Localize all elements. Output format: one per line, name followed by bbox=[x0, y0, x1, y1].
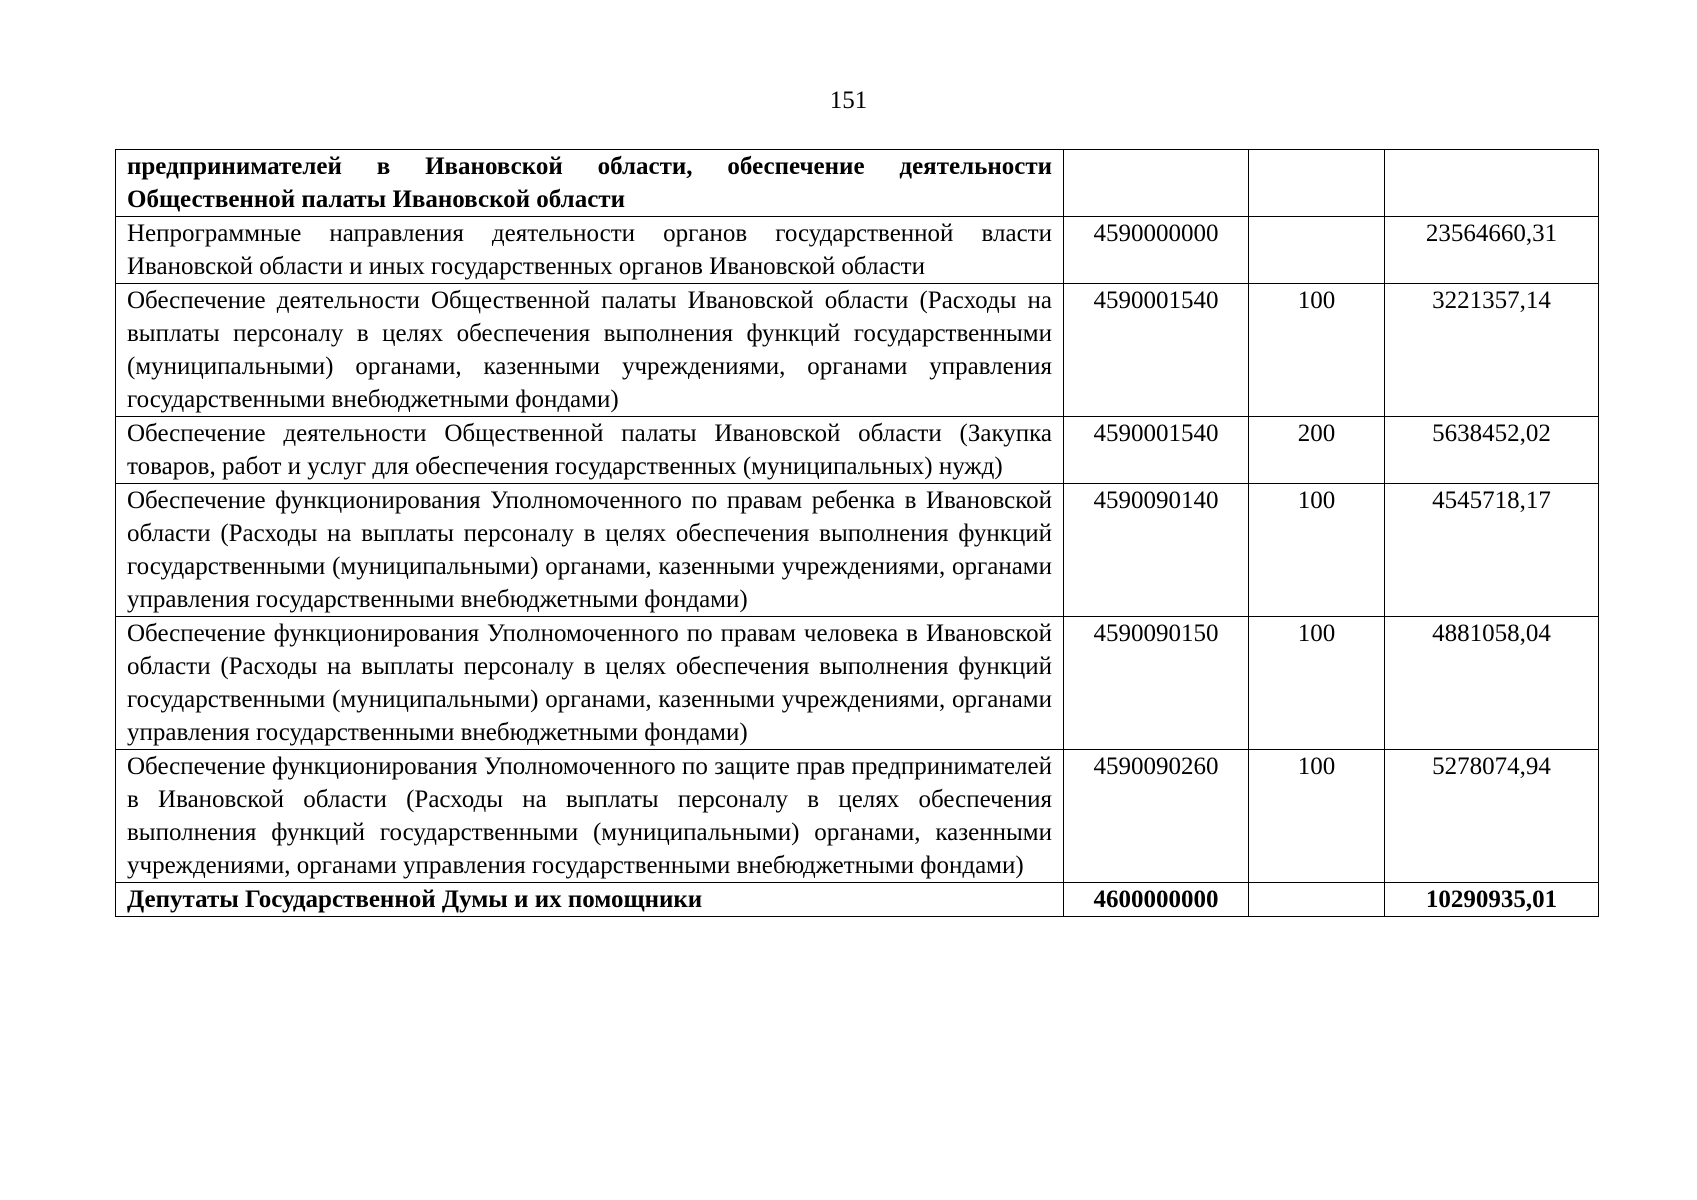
row-sum-cell: 5278074,94 bbox=[1385, 750, 1599, 883]
row-sum-cell: 10290935,01 bbox=[1385, 883, 1599, 917]
row-name-cell: Обеспечение функционирования Уполномоченного по правам человека в Ивановской области (Расходы на выплаты персоналу в целях обеспечения выполнения функций государственными (муниципальными) органами, казенными учреждениями, органами управления государственными внебюджетными фондами) bbox=[116, 617, 1064, 750]
row-code-cell: 4600000000 bbox=[1064, 883, 1249, 917]
row-sum-cell bbox=[1385, 150, 1599, 217]
table-row-total bbox=[116, 883, 1599, 917]
table-row bbox=[116, 484, 1599, 617]
row-sum-cell: 3221357,14 bbox=[1385, 284, 1599, 417]
budget-table bbox=[115, 149, 1599, 917]
row-code-cell bbox=[1064, 150, 1249, 217]
table-row bbox=[116, 284, 1599, 417]
row-type-cell: 200 bbox=[1249, 417, 1385, 484]
row-type-cell: 100 bbox=[1249, 750, 1385, 883]
page-number: 151 bbox=[829, 87, 868, 114]
row-code-cell: 4590001540 bbox=[1064, 417, 1249, 484]
row-code-cell: 4590090150 bbox=[1064, 617, 1249, 750]
row-type-cell bbox=[1249, 883, 1385, 917]
row-sum-cell: 5638452,02 bbox=[1385, 417, 1599, 484]
row-name-cell: Депутаты Государственной Думы и их помощники bbox=[116, 883, 1064, 917]
row-type-cell bbox=[1249, 217, 1385, 284]
row-sum-cell: 4545718,17 bbox=[1385, 484, 1599, 617]
row-type-cell: 100 bbox=[1249, 617, 1385, 750]
row-name-cell: Обеспечение функционирования Уполномоченного по правам ребенка в Ивановской области (Расходы на выплаты персоналу в целях обеспечения выполнения функций государственными (муниципальными) органами, казенными учреждениями, органами управления государственными внебюджетными фондами) bbox=[116, 484, 1064, 617]
table-row bbox=[116, 617, 1599, 750]
row-code-cell: 4590001540 bbox=[1064, 284, 1249, 417]
row-sum-cell: 4881058,04 bbox=[1385, 617, 1599, 750]
row-name-cell: Обеспечение деятельности Общественной палаты Ивановской области (Закупка товаров, работ и услуг для обеспечения государственных (муниципальных) нужд) bbox=[116, 417, 1064, 484]
row-type-cell bbox=[1249, 150, 1385, 217]
table-row bbox=[116, 150, 1599, 217]
row-code-cell: 4590090140 bbox=[1064, 484, 1249, 617]
row-name-cell: Обеспечение деятельности Общественной палаты Ивановской области (Расходы на выплаты персоналу в целях обеспечения выполнения функций государственными (муниципальными) органами, казенными учреждениями, органами управления государственными внебюджетными фондами) bbox=[116, 284, 1064, 417]
row-type-cell: 100 bbox=[1249, 284, 1385, 417]
table-row bbox=[116, 217, 1599, 284]
row-code-cell: 4590000000 bbox=[1064, 217, 1249, 284]
row-name-cell: Непрограммные направления деятельности органов государственной власти Ивановской области и иных государственных органов Ивановской области bbox=[116, 217, 1064, 284]
row-type-cell: 100 bbox=[1249, 484, 1385, 617]
table-row bbox=[116, 750, 1599, 883]
row-name-cell: Обеспечение функционирования Уполномоченного по защите прав предпринимателей в Ивановской области (Расходы на выплаты персоналу в целях обеспечения выполнения функций государственными (муниципальными) органами, казенными учреждениями, органами управления государственными внебюджетными фондами) bbox=[116, 750, 1064, 883]
row-code-cell: 4590090260 bbox=[1064, 750, 1249, 883]
table-row bbox=[116, 417, 1599, 484]
row-name-cell: предпринимателей в Ивановской области, обеспечение деятельности Общественной палаты Ивановской области bbox=[116, 150, 1064, 217]
row-sum-cell: 23564660,31 bbox=[1385, 217, 1599, 284]
